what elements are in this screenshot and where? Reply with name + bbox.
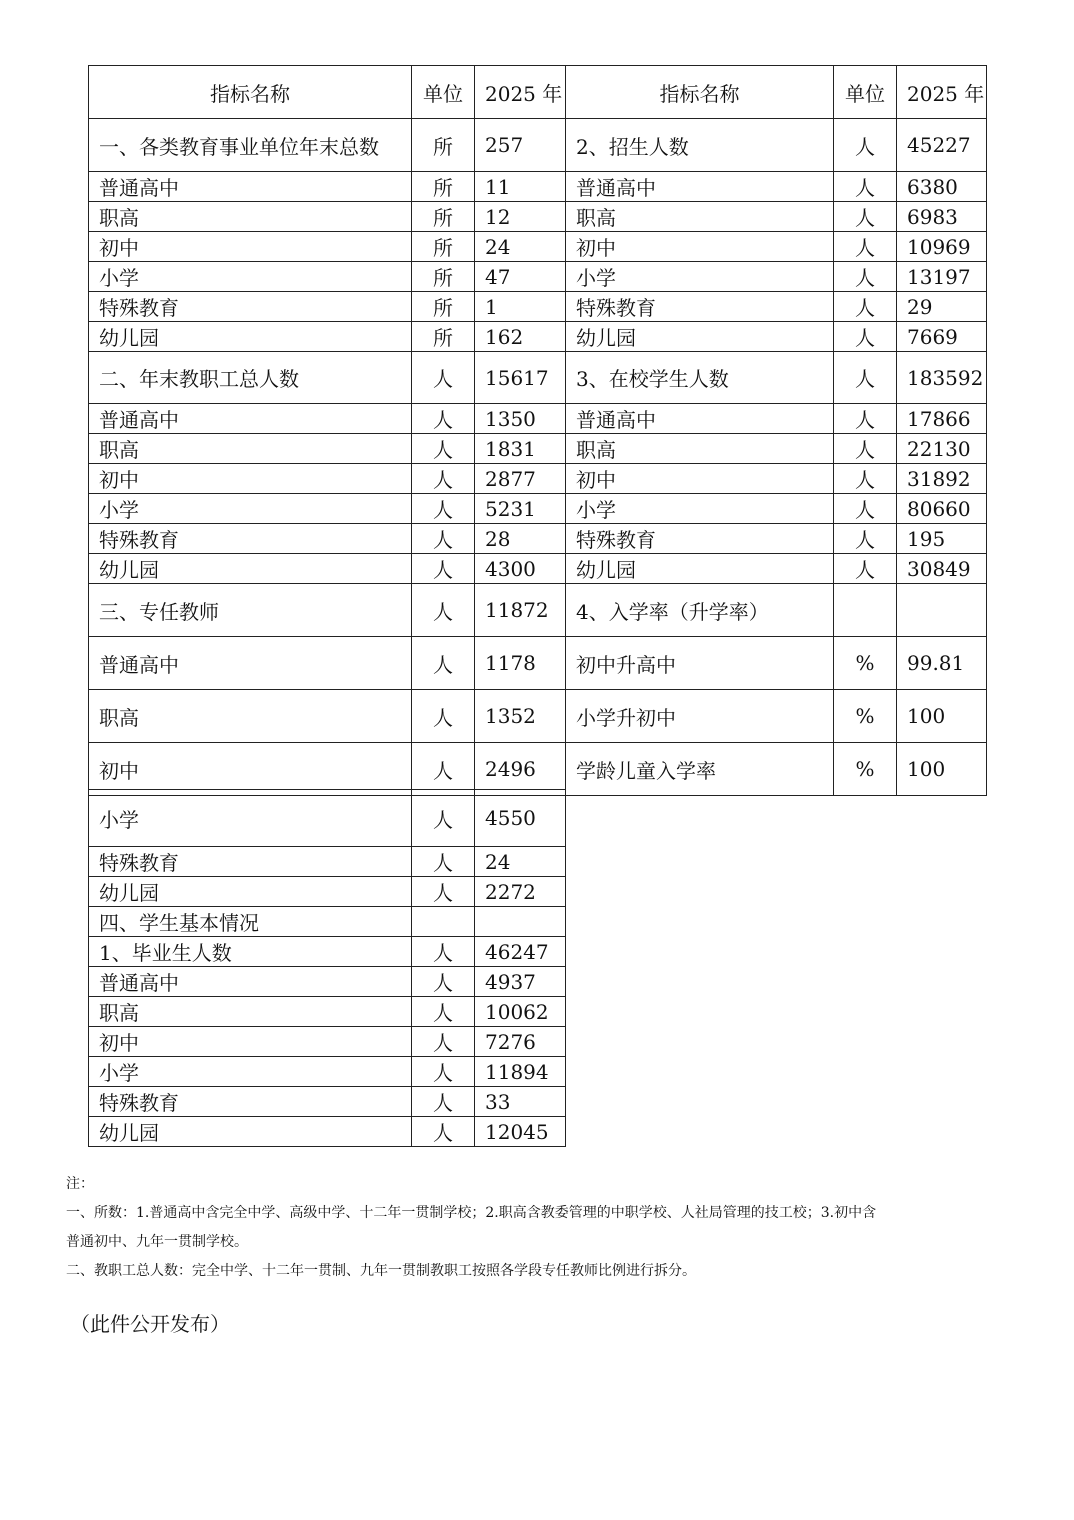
table-row [89,322,987,352]
table-row [89,1027,566,1057]
unit-cell: 所 [412,292,475,322]
table-row [89,1117,566,1147]
value-cell: 10062 [475,997,566,1027]
value-cell [897,584,987,637]
notes [66,1170,1026,1286]
unit-cell: 人 [412,1087,475,1117]
table-row [89,877,566,907]
value-cell: 1831 [475,434,566,464]
indicator-name: 小学 [89,262,412,292]
indicator-name: 小学 [89,790,412,847]
table-row [89,119,987,172]
unit-cell [834,584,897,637]
table-row [89,172,987,202]
unit-cell: 人 [834,232,897,262]
value-cell: 24 [475,232,566,262]
indicator-name: 二、年末教职工总人数 [89,352,412,404]
table-row [89,584,987,637]
indicator-name: 幼儿园 [89,877,412,907]
value-cell: 11872 [475,584,566,637]
value-cell: 12045 [475,1117,566,1147]
indicator-name: 特殊教育 [566,524,834,554]
notes-line: 一、所数：1.普通高中含完全中学、高级中学、十二年一贯制学校；2.职高含教委管理的中职学校、人社局管理的技工校；3.初中含 [66,1205,877,1221]
indicator-name: 特殊教育 [89,524,412,554]
table-row [89,352,987,404]
notes-line: 二、教职工总人数：完全中学、十二年一贯制、九年一贯制教职工按照各学段专任教师比例进行拆分。 [66,1263,696,1279]
value-cell: 257 [475,119,566,172]
unit-cell: 人 [412,877,475,907]
unit-cell: 人 [834,464,897,494]
value-cell: 30849 [897,554,987,584]
header-indicator-name: 指标名称 [566,66,834,119]
value-cell: 1 [475,292,566,322]
value-cell: 11894 [475,1057,566,1087]
table-row [89,847,566,877]
unit-cell: 人 [412,494,475,524]
value-cell: 22130 [897,434,987,464]
indicator-name: 初中升高中 [566,637,834,690]
value-cell: 7276 [475,1027,566,1057]
indicator-name: 3、在校学生人数 [566,352,834,404]
unit-cell: 人 [412,584,475,637]
unit-cell: 人 [412,790,475,847]
table-row [89,554,987,584]
value-cell: 80660 [897,494,987,524]
indicator-name: 幼儿园 [566,322,834,352]
unit-cell: 人 [412,997,475,1027]
indicator-name: 学龄儿童入学率 [566,743,834,796]
indicator-name: 幼儿园 [89,322,412,352]
value-cell: 7669 [897,322,987,352]
value-cell: 4937 [475,967,566,997]
unit-cell: 人 [834,352,897,404]
value-cell: 2877 [475,464,566,494]
unit-cell: 人 [412,464,475,494]
indicator-name: 1、毕业生人数 [89,937,412,967]
indicator-name: 普通高中 [89,637,412,690]
header-indicator-name: 指标名称 [89,66,412,119]
table-row [89,404,987,434]
indicator-name: 初中 [566,464,834,494]
table-row [89,1057,566,1087]
table-row [89,690,987,743]
table-row [89,790,566,847]
indicator-name: 初中 [89,464,412,494]
table-row [89,262,987,292]
indicator-name: 职高 [566,202,834,232]
table-row [89,997,566,1027]
value-cell: 99.81 [897,637,987,690]
table-row [89,524,987,554]
indicator-name: 一、各类教育事业单位年末总数 [89,119,412,172]
unit-cell: 人 [834,172,897,202]
unit-cell: 人 [834,119,897,172]
indicator-name: 小学升初中 [566,690,834,743]
unit-cell: 人 [834,292,897,322]
value-cell: 4300 [475,554,566,584]
table-row [89,232,987,262]
unit-cell: 人 [412,743,475,796]
unit-cell: 人 [834,554,897,584]
indicator-name: 职高 [89,202,412,232]
indicator-name: 职高 [89,434,412,464]
indicator-name: 普通高中 [89,967,412,997]
value-cell: 10969 [897,232,987,262]
unit-cell: 所 [412,119,475,172]
unit-cell: 人 [412,1117,475,1147]
indicator-name: 普通高中 [89,404,412,434]
unit-cell: 人 [412,1057,475,1087]
unit-cell: 人 [834,322,897,352]
value-cell: 31892 [897,464,987,494]
indicator-name: 普通高中 [566,404,834,434]
value-cell: 183592 [897,352,987,404]
value-cell: 6380 [897,172,987,202]
value-cell: 4550 [475,790,566,847]
indicator-name: 小学 [89,1057,412,1087]
table-row [89,637,987,690]
value-cell: 11 [475,172,566,202]
indicator-name: 幼儿园 [566,554,834,584]
unit-cell: 人 [412,1027,475,1057]
unit-cell: 人 [412,352,475,404]
unit-cell: 所 [412,172,475,202]
value-cell: 15617 [475,352,566,404]
indicator-name: 特殊教育 [89,847,412,877]
header-unit: 单位 [834,66,897,119]
unit-cell: % [834,743,897,796]
value-cell: 1350 [475,404,566,434]
indicator-name: 普通高中 [566,172,834,202]
statistics-table-continued [88,789,566,1147]
unit-cell: 所 [412,322,475,352]
table-row [89,1087,566,1117]
value-cell: 46247 [475,937,566,967]
value-cell: 47 [475,262,566,292]
table-header-row [89,66,987,119]
value-cell: 162 [475,322,566,352]
value-cell: 13197 [897,262,987,292]
unit-cell: 所 [412,232,475,262]
indicator-name: 幼儿园 [89,554,412,584]
unit-cell: 人 [834,404,897,434]
unit-cell: 人 [412,847,475,877]
indicator-name: 特殊教育 [89,292,412,322]
table-row [89,434,987,464]
public-release-note: （此件公开发布） [70,1312,230,1336]
value-cell: 45227 [897,119,987,172]
indicator-name: 特殊教育 [566,292,834,322]
value-cell: 6983 [897,202,987,232]
value-cell: 2272 [475,877,566,907]
value-cell: 1178 [475,637,566,690]
notes-line: 普通初中、九年一贯制学校。 [66,1234,248,1250]
unit-cell: 人 [412,637,475,690]
unit-cell: 人 [834,202,897,232]
indicator-name: 四、学生基本情况 [89,907,412,937]
value-cell: 17866 [897,404,987,434]
value-cell: 1352 [475,690,566,743]
value-cell: 24 [475,847,566,877]
indicator-name: 小学 [566,494,834,524]
value-cell: 195 [897,524,987,554]
header-year: 2025 年 [897,66,987,119]
indicator-name: 4、入学率（升学率） [566,584,834,637]
unit-cell: 所 [412,262,475,292]
value-cell: 33 [475,1087,566,1117]
unit-cell: % [834,690,897,743]
unit-cell: 人 [412,690,475,743]
indicator-name: 初中 [89,232,412,262]
indicator-name: 小学 [89,494,412,524]
unit-cell: 人 [412,967,475,997]
table-row [89,967,566,997]
unit-cell: 人 [834,434,897,464]
notes-title: 注： [66,1176,94,1192]
statistics-table [88,65,987,796]
indicator-name: 初中 [566,232,834,262]
value-cell: 100 [897,690,987,743]
unit-cell: 人 [412,524,475,554]
table-row [89,202,987,232]
indicator-name: 2、招生人数 [566,119,834,172]
header-unit: 单位 [412,66,475,119]
value-cell: 29 [897,292,987,322]
indicator-name: 幼儿园 [89,1117,412,1147]
table-row [89,494,987,524]
value-cell: 100 [897,743,987,796]
value-cell [475,907,566,937]
indicator-name: 初中 [89,1027,412,1057]
value-cell: 5231 [475,494,566,524]
value-cell: 28 [475,524,566,554]
table-row [89,743,987,796]
indicator-name: 职高 [566,434,834,464]
table-row [89,907,566,937]
table-row [89,937,566,967]
unit-cell: 人 [834,494,897,524]
indicator-name: 特殊教育 [89,1087,412,1117]
header-year: 2025 年 [475,66,566,119]
value-cell: 2496 [475,743,566,796]
unit-cell: 所 [412,202,475,232]
unit-cell: 人 [412,937,475,967]
value-cell: 12 [475,202,566,232]
unit-cell: 人 [412,554,475,584]
unit-cell: 人 [412,434,475,464]
table-row [89,464,987,494]
indicator-name: 普通高中 [89,172,412,202]
indicator-name: 初中 [89,743,412,796]
table-row [89,292,987,322]
unit-cell: 人 [834,262,897,292]
unit-cell: 人 [834,524,897,554]
unit-cell: 人 [412,404,475,434]
indicator-name: 三、专任教师 [89,584,412,637]
unit-cell: % [834,637,897,690]
indicator-name: 小学 [566,262,834,292]
indicator-name: 职高 [89,997,412,1027]
indicator-name: 职高 [89,690,412,743]
unit-cell [412,907,475,937]
